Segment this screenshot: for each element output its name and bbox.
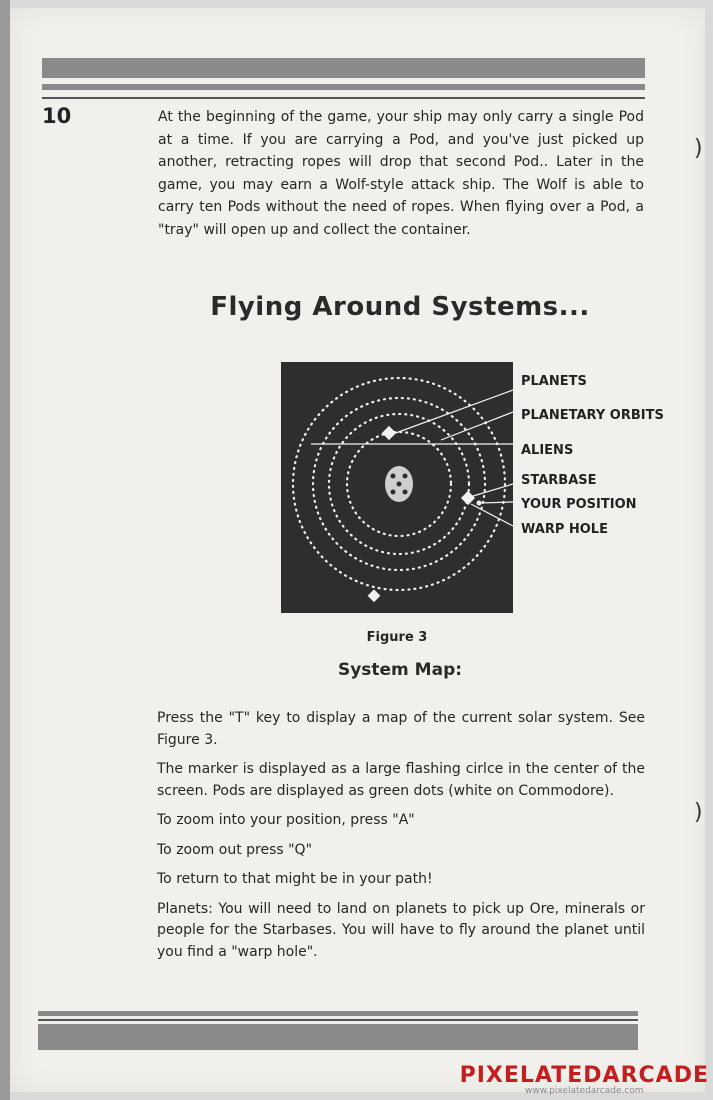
paragraph-return: To return to that might be in your path! <box>157 871 433 887</box>
figure-caption: Figure 3 <box>366 630 428 645</box>
subsection-heading: System Map: <box>337 660 463 680</box>
watermark <box>460 1063 709 1096</box>
page-number: 10 <box>42 104 72 128</box>
label-your-position: YOUR POSITION <box>521 497 637 512</box>
warp-pointer <box>471 504 513 526</box>
body-text <box>157 708 645 971</box>
binding-clip-icon-bottom: ) <box>694 800 703 825</box>
header-bar <box>42 58 645 78</box>
intro-paragraph: At the beginning of the game, your ship may only carry a single Pod at a time. If you are carrying a Pod, and you've just picked up another, retracting ropes will drop that second Pod.. Later in the game, you may earn a Wolf-style attack ship. The Wolf is able to carry ten Pods without the need of ropes. When flying over a Pod, a "tray" will open up and collect the container. <box>158 109 644 238</box>
section-heading: Flying Around Systems... <box>210 292 590 322</box>
system-map-graphic <box>281 362 513 613</box>
footer-rule <box>38 1019 638 1021</box>
paragraph-planets: Planets: You will need to land on planets to pick up Ore, minerals or people for the Starbases. You will have to fly around the planet until you find a "warp hole". <box>157 900 645 960</box>
page-edge <box>0 0 10 1100</box>
binding-clip-icon-top: ) <box>694 136 703 161</box>
label-planets: PLANETS <box>521 374 587 389</box>
starbase-pointer <box>473 484 513 496</box>
label-planetary-orbits: PLANETARY ORBITS <box>521 408 664 423</box>
label-aliens: ALIENS <box>521 443 574 458</box>
footer-stripe <box>38 1011 638 1016</box>
paragraph-map-key: Press the "T" key to display a map of the current solar system. See Figure 3. <box>157 710 645 748</box>
planet-icon-3 <box>368 589 381 602</box>
planet-icon-2 <box>461 491 475 505</box>
watermark-logo: PIXELATEDARCADE <box>459 1063 709 1088</box>
starbase-icon <box>385 466 413 502</box>
system-map-figure <box>281 362 513 613</box>
paragraph-zoom-out: To zoom out press "Q" <box>157 841 313 858</box>
label-starbase: STARBASE <box>521 473 597 488</box>
paragraph-marker: The marker is displayed as a large flashing cirlce in the center of the screen. Pods are displayed as green dots (white on Commodore). <box>157 761 645 799</box>
watermark-url: www.pixelatedarcade.com <box>525 1086 644 1096</box>
header-stripe <box>42 84 645 90</box>
label-warp-hole: WARP HOLE <box>521 522 608 537</box>
planet-icon-1 <box>382 426 396 440</box>
footer-bar <box>38 1024 638 1050</box>
planets-pointer <box>393 390 513 434</box>
paragraph-zoom-in: To zoom into your position, press "A" <box>157 812 415 828</box>
header-rule <box>42 97 645 99</box>
